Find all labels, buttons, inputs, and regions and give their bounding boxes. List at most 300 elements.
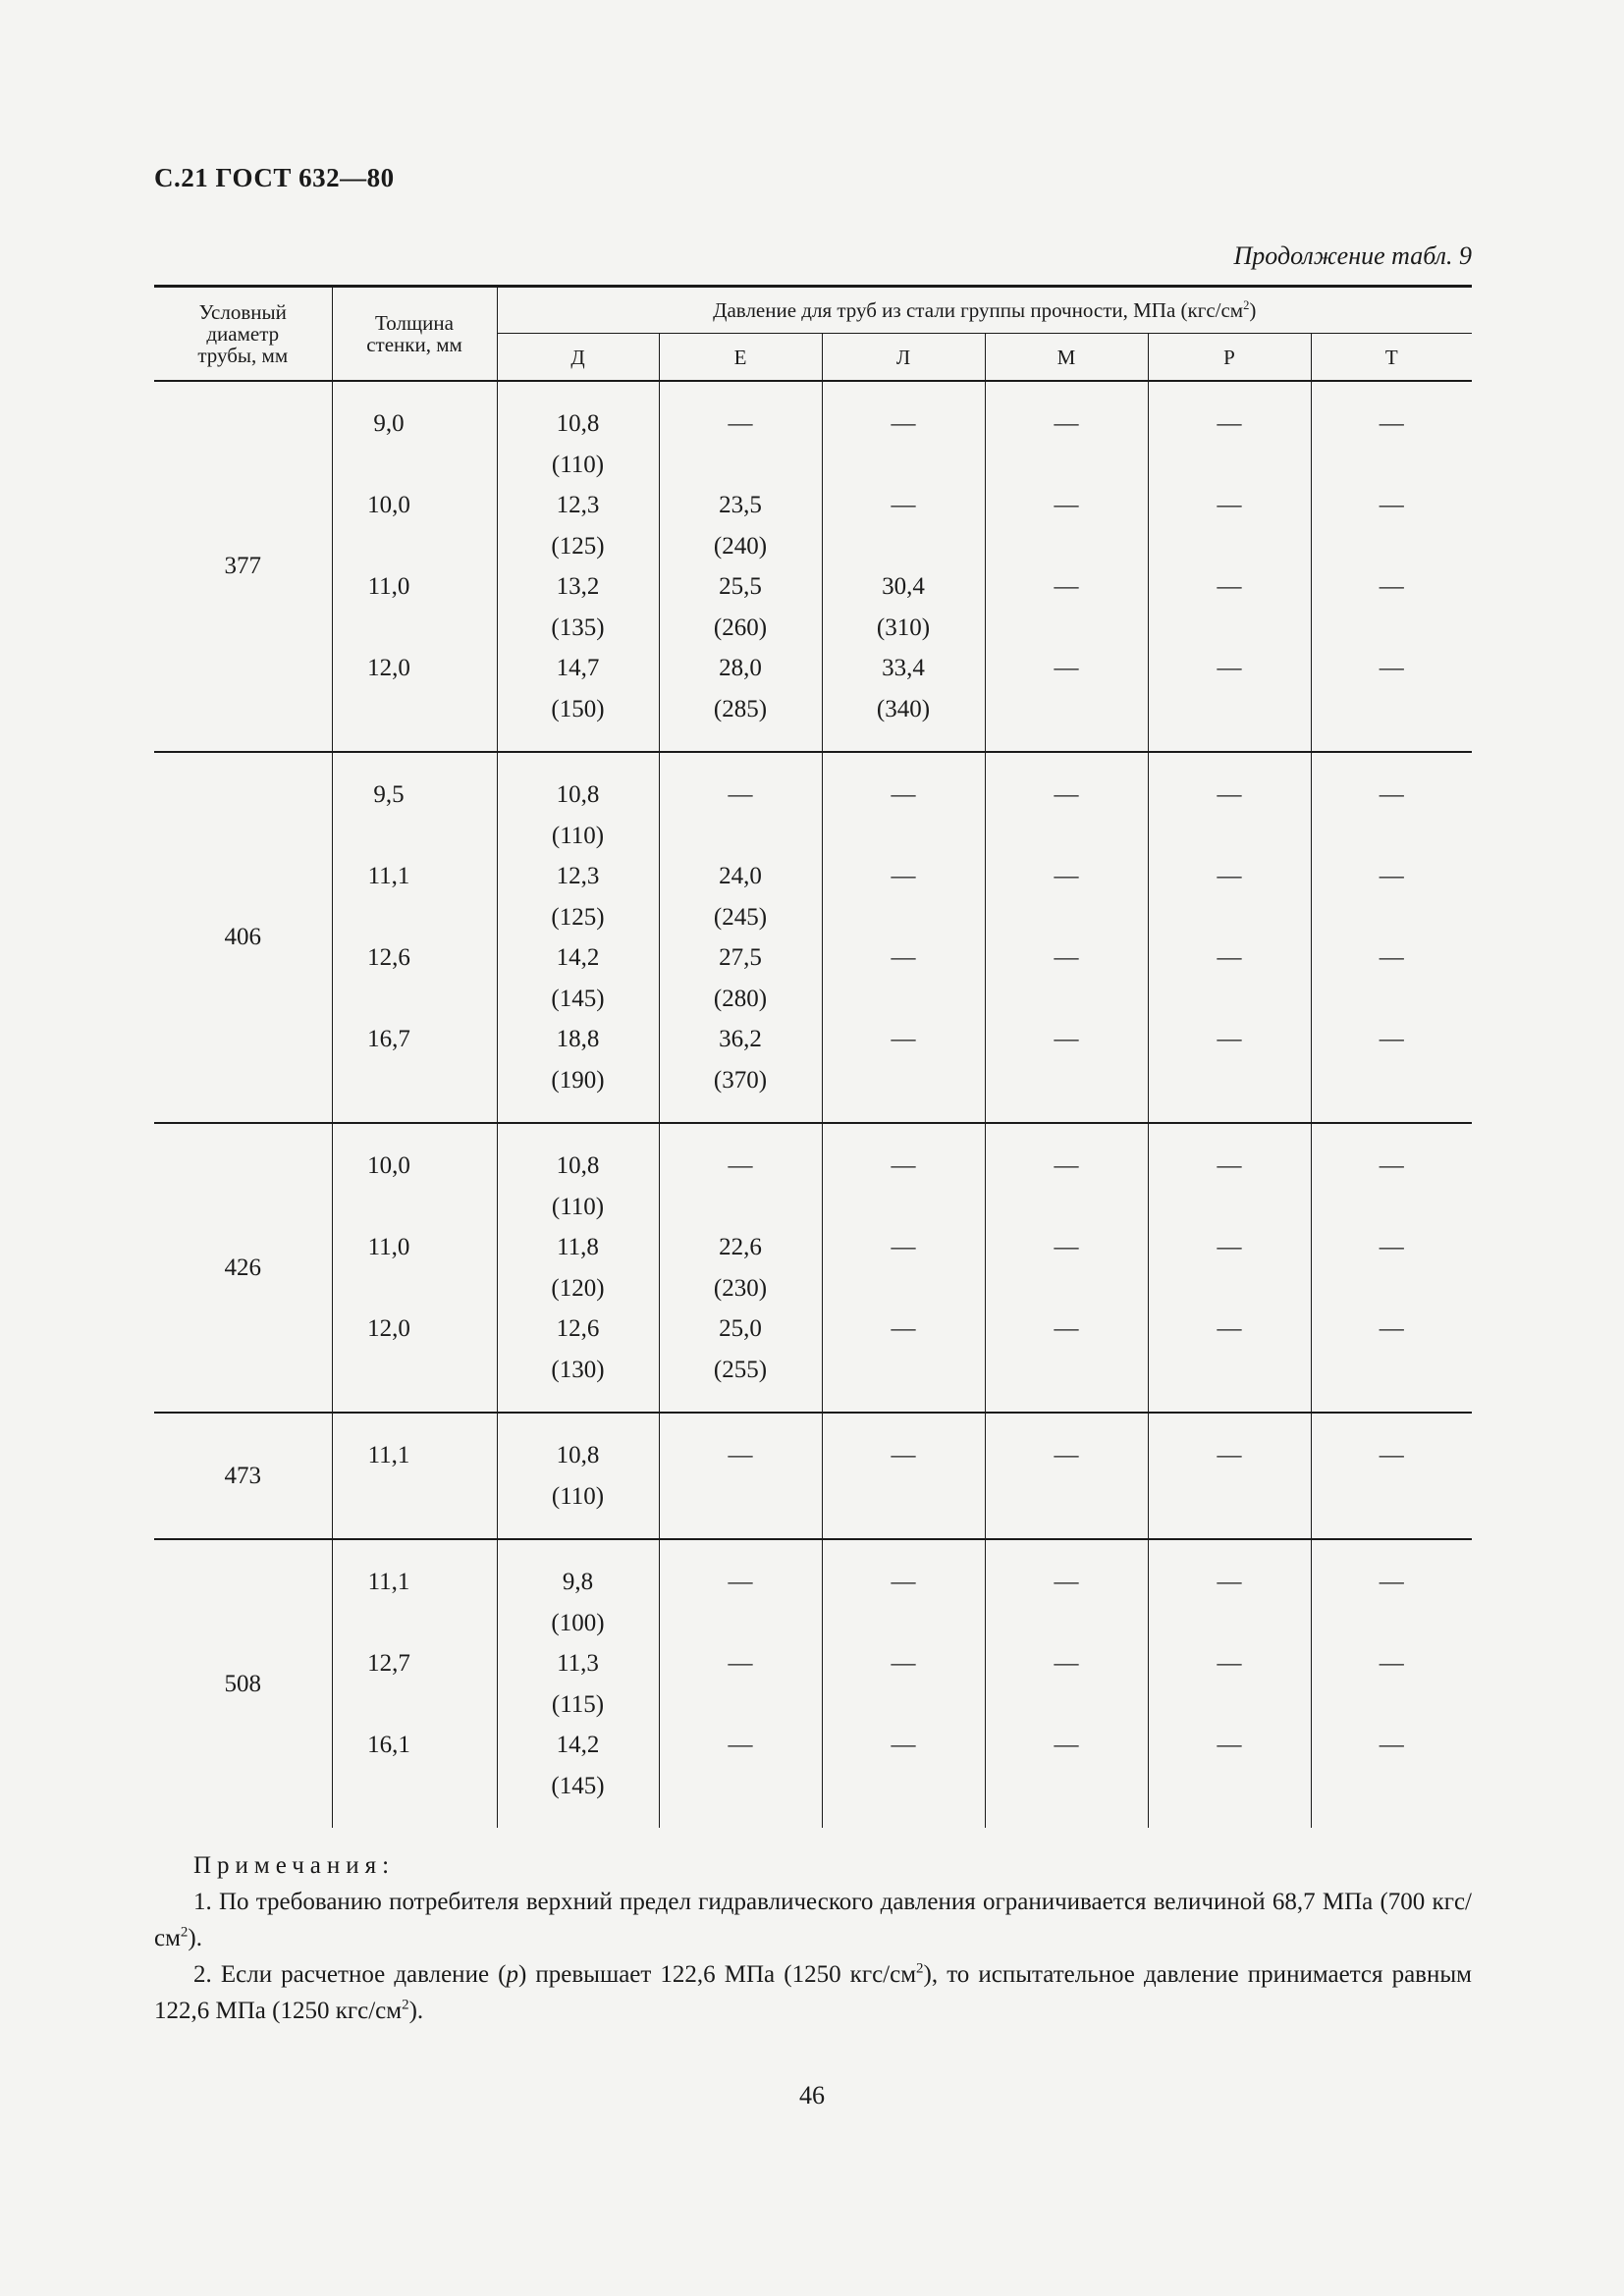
pressure-mpa-cell: 12,3 — [497, 856, 659, 897]
pressure-mpa-cell: 9,8 — [497, 1562, 659, 1603]
pressure-header-sup: 2 — [1243, 298, 1250, 312]
pressure-kgf-cell — [1148, 689, 1311, 730]
spacer-cell — [822, 729, 985, 752]
notes-section — [154, 1847, 1472, 2029]
diameter-cell: 377 — [224, 553, 261, 579]
pressure-mpa-cell: — — [1148, 1725, 1311, 1766]
pressure-mpa-cell: — — [985, 1725, 1148, 1766]
wall-thickness-cell: 11,0 — [332, 1227, 497, 1308]
spacer-cell — [985, 1517, 1148, 1539]
pressure-table — [154, 285, 1472, 1828]
table-row — [154, 1725, 1472, 1766]
pressure-kgf-cell: (230) — [659, 1268, 822, 1309]
pressure-mpa-cell: — — [1148, 1308, 1311, 1350]
pressure-kgf-cell — [1148, 897, 1311, 938]
pressure-mpa-cell: — — [985, 1019, 1148, 1060]
group-spacer — [154, 1390, 1472, 1413]
group-spacer — [154, 1806, 1472, 1828]
pressure-mpa-cell: — — [985, 1227, 1148, 1268]
spacer-cell — [659, 1517, 822, 1539]
pressure-kgf-cell — [659, 1684, 822, 1726]
pressure-mpa-cell: 36,2 — [659, 1019, 822, 1060]
pressure-kgf-cell: (115) — [497, 1684, 659, 1726]
spacer-cell — [659, 381, 822, 403]
pressure-kgf-cell: (240) — [659, 526, 822, 567]
table-row — [154, 1019, 1472, 1060]
pressure-mpa-cell: 12,3 — [497, 485, 659, 526]
page-header: С.21 ГОСТ 632—80 — [154, 163, 395, 192]
table-row — [154, 485, 1472, 526]
spacer-cell — [497, 729, 659, 752]
pressure-kgf-cell: (100) — [497, 1603, 659, 1644]
pressure-mpa-cell: — — [1311, 403, 1472, 445]
pressure-mpa-cell: — — [985, 648, 1148, 689]
group-spacer — [154, 1539, 1472, 1562]
pressure-kgf-cell — [1311, 1684, 1472, 1726]
spacer-cell — [1148, 1806, 1311, 1828]
group-spacer — [154, 1123, 1472, 1146]
pressure-kgf-cell: (255) — [659, 1350, 822, 1391]
spacer-cell — [497, 1390, 659, 1413]
pressure-kgf-cell — [985, 608, 1148, 649]
pressure-kgf-cell — [985, 445, 1148, 486]
wall-thickness-cell: 11,0 — [332, 566, 497, 648]
spacer-cell — [1148, 1413, 1311, 1435]
pressure-kgf-cell — [1311, 1187, 1472, 1228]
pressure-mpa-cell: — — [1311, 485, 1472, 526]
spacer-cell — [1311, 1390, 1472, 1413]
spacer-cell — [1311, 1517, 1472, 1539]
spacer-cell — [1311, 1413, 1472, 1435]
table-row — [154, 1562, 1472, 1603]
spacer-cell — [332, 729, 497, 752]
spacer-cell — [1311, 752, 1472, 774]
wall-thickness-cell: 12,7 — [332, 1643, 497, 1725]
pressure-kgf-cell — [1148, 608, 1311, 649]
spacer-cell — [1148, 1517, 1311, 1539]
spacer-cell — [822, 752, 985, 774]
spacer-cell — [497, 381, 659, 403]
spacer-cell — [1311, 1123, 1472, 1146]
pressure-kgf-cell: (150) — [497, 689, 659, 730]
pressure-mpa-cell: 22,6 — [659, 1227, 822, 1268]
spacer-cell — [659, 1100, 822, 1123]
pressure-mpa-cell: — — [1148, 566, 1311, 608]
group-spacer — [154, 381, 1472, 403]
pressure-mpa-cell: — — [985, 774, 1148, 816]
wall-thickness-cell: 11,1 — [332, 1562, 497, 1643]
pressure-kgf-cell: (125) — [497, 897, 659, 938]
wall-thickness-cell: 16,7 — [332, 1019, 497, 1100]
spacer-cell — [497, 1100, 659, 1123]
group-spacer — [154, 1517, 1472, 1539]
spacer-cell — [332, 1390, 497, 1413]
spacer-cell — [332, 752, 497, 774]
table-row — [154, 1435, 1472, 1476]
pressure-kgf-cell — [822, 1060, 985, 1101]
spacer-cell — [332, 1413, 497, 1435]
diameter-cell: 473 — [224, 1462, 261, 1489]
spacer-cell — [985, 1413, 1148, 1435]
pressure-mpa-cell: — — [822, 1725, 985, 1766]
spacer-cell — [659, 729, 822, 752]
pressure-mpa-cell: — — [1148, 1019, 1311, 1060]
pressure-kgf-cell — [985, 1268, 1148, 1309]
pressure-mpa-cell: 12,6 — [497, 1308, 659, 1350]
pressure-mpa-cell: — — [1311, 774, 1472, 816]
col-header-wall-line: стенки, мм — [366, 333, 462, 356]
pressure-kgf-cell: (110) — [497, 1476, 659, 1518]
grade-header: Р — [1148, 334, 1311, 382]
pressure-kgf-cell: (110) — [497, 1187, 659, 1228]
pressure-kgf-cell — [985, 897, 1148, 938]
pressure-mpa-cell: 24,0 — [659, 856, 822, 897]
pressure-mpa-cell: — — [1148, 648, 1311, 689]
table-row — [154, 856, 1472, 897]
spacer-cell — [1311, 729, 1472, 752]
col-header-pressure — [497, 287, 1472, 334]
pressure-mpa-cell: 13,2 — [497, 566, 659, 608]
pressure-kgf-cell — [985, 1603, 1148, 1644]
spacer-cell — [497, 1123, 659, 1146]
pressure-kgf-cell — [1148, 1684, 1311, 1726]
pressure-kgf-cell: (125) — [497, 526, 659, 567]
diameter-cell: 426 — [224, 1254, 261, 1281]
diameter-group — [154, 752, 1472, 1123]
grade-header: Д — [497, 334, 659, 382]
pressure-kgf-cell: (145) — [497, 1766, 659, 1807]
spacer-cell — [659, 1123, 822, 1146]
pressure-mpa-cell: — — [1148, 856, 1311, 897]
spacer-cell — [985, 752, 1148, 774]
spacer-cell — [497, 1517, 659, 1539]
col-header-diameter-line: диаметр — [206, 322, 280, 346]
spacer-cell — [822, 1806, 985, 1828]
pressure-mpa-cell: — — [659, 1643, 822, 1684]
pressure-mpa-cell: — — [822, 1146, 985, 1187]
pressure-kgf-cell — [1311, 1766, 1472, 1807]
pressure-kgf-cell — [822, 1268, 985, 1309]
spacer-cell — [822, 1390, 985, 1413]
pressure-kgf-cell — [1311, 816, 1472, 857]
spacer-cell — [1148, 1390, 1311, 1413]
pressure-kgf-cell — [659, 1766, 822, 1807]
pressure-mpa-cell: — — [1311, 1725, 1472, 1766]
pressure-kgf-cell — [1148, 1268, 1311, 1309]
pressure-mpa-cell: 23,5 — [659, 485, 822, 526]
spacer-cell — [1148, 752, 1311, 774]
diameter-cell: 508 — [224, 1670, 261, 1697]
pressure-kgf-cell: (135) — [497, 608, 659, 649]
spacer-cell — [985, 729, 1148, 752]
group-spacer — [154, 1100, 1472, 1123]
col-header-wall — [332, 287, 497, 382]
pressure-kgf-cell — [1311, 1060, 1472, 1101]
pressure-mpa-cell: 10,8 — [497, 1146, 659, 1187]
pressure-mpa-cell: — — [1311, 856, 1472, 897]
pressure-kgf-cell — [985, 526, 1148, 567]
table-row — [154, 937, 1472, 979]
pressure-mpa-cell: — — [822, 1643, 985, 1684]
spacer-cell — [332, 1539, 497, 1562]
spacer-cell — [332, 1123, 497, 1146]
pressure-mpa-cell: — — [1311, 937, 1472, 979]
pressure-mpa-cell: — — [822, 1435, 985, 1476]
pressure-mpa-cell: — — [1148, 774, 1311, 816]
pressure-mpa-cell: — — [1148, 937, 1311, 979]
pressure-mpa-cell: 30,4 — [822, 566, 985, 608]
pressure-kgf-cell: (120) — [497, 1268, 659, 1309]
pressure-mpa-cell: — — [1311, 1227, 1472, 1268]
spacer-cell — [1148, 1100, 1311, 1123]
group-spacer — [154, 729, 1472, 752]
pressure-kgf-cell — [1148, 445, 1311, 486]
pressure-kgf-cell — [1311, 608, 1472, 649]
pressure-mpa-cell: — — [985, 485, 1148, 526]
pressure-mpa-cell: 33,4 — [822, 648, 985, 689]
pressure-kgf-cell — [1311, 1350, 1472, 1391]
wall-thickness-cell: 9,0 — [332, 403, 497, 485]
pressure-mpa-cell: — — [822, 856, 985, 897]
pressure-mpa-cell: — — [822, 485, 985, 526]
pressure-kgf-cell — [1311, 1603, 1472, 1644]
pressure-mpa-cell: — — [1311, 1146, 1472, 1187]
spacer-cell — [1148, 381, 1311, 403]
pressure-mpa-cell: — — [659, 403, 822, 445]
page-number: 46 — [799, 2081, 825, 2109]
grade-header: Е — [659, 334, 822, 382]
pressure-mpa-cell: 25,0 — [659, 1308, 822, 1350]
pressure-kgf-cell — [1148, 1603, 1311, 1644]
pressure-mpa-cell: 14,2 — [497, 1725, 659, 1766]
pressure-kgf-cell — [822, 897, 985, 938]
pressure-mpa-cell: — — [1148, 1562, 1311, 1603]
spacer-cell — [822, 1539, 985, 1562]
pressure-mpa-cell: — — [1311, 648, 1472, 689]
table-row — [154, 1643, 1472, 1684]
pressure-kgf-cell — [822, 816, 985, 857]
pressure-kgf-cell — [1148, 816, 1311, 857]
wall-thickness-cell: 9,5 — [332, 774, 497, 856]
spacer-cell — [985, 1539, 1148, 1562]
spacer-cell — [659, 1806, 822, 1828]
wall-thickness-cell: 10,0 — [332, 485, 497, 566]
pressure-mpa-cell: 11,3 — [497, 1643, 659, 1684]
pressure-mpa-cell: — — [1311, 1435, 1472, 1476]
pressure-header-end: ) — [1249, 298, 1257, 322]
spacer-cell — [659, 752, 822, 774]
spacer-cell — [1311, 1806, 1472, 1828]
pressure-kgf-cell — [1311, 897, 1472, 938]
note-2-end: ). — [408, 1998, 424, 2024]
spacer-cell — [822, 1100, 985, 1123]
notes-title: Примечания: — [193, 1852, 396, 1879]
table-row — [154, 774, 1472, 816]
table-row — [154, 648, 1472, 689]
pressure-mpa-cell: — — [822, 1308, 985, 1350]
pressure-kgf-cell — [1311, 689, 1472, 730]
pressure-kgf-cell: (190) — [497, 1060, 659, 1101]
note-2-text: ) превышает 122,6 МПа (1250 кгс/см — [517, 1961, 917, 1988]
spacer-cell — [332, 1517, 497, 1539]
pressure-kgf-cell: (285) — [659, 689, 822, 730]
pressure-mpa-cell: — — [985, 1146, 1148, 1187]
pressure-kgf-cell — [985, 689, 1148, 730]
spacer-cell — [822, 381, 985, 403]
note-1-sup: 2 — [180, 1924, 189, 1941]
group-spacer — [154, 1413, 1472, 1435]
group-spacer — [154, 752, 1472, 774]
pressure-mpa-cell: — — [1311, 1019, 1472, 1060]
wall-thickness-cell: 11,1 — [332, 856, 497, 937]
col-header-diameter — [154, 287, 332, 382]
pressure-mpa-cell: — — [985, 403, 1148, 445]
pressure-header-text: Давление для труб из стали группы прочности, МПа (кгс/см — [713, 298, 1244, 322]
pressure-kgf-cell — [822, 1350, 985, 1391]
pressure-mpa-cell: — — [822, 1227, 985, 1268]
pressure-kgf-cell — [985, 979, 1148, 1020]
note-1 — [154, 1884, 1472, 1956]
pressure-kgf-cell — [659, 445, 822, 486]
spacer-cell — [985, 1100, 1148, 1123]
spacer-cell — [985, 1806, 1148, 1828]
pressure-kgf-cell — [822, 1476, 985, 1518]
pressure-kgf-cell — [985, 816, 1148, 857]
spacer-cell — [1311, 381, 1472, 403]
table-head — [154, 287, 1472, 382]
pressure-mpa-cell: — — [822, 774, 985, 816]
pressure-kgf-cell: (370) — [659, 1060, 822, 1101]
spacer-cell — [332, 381, 497, 403]
diameter-group — [154, 1123, 1472, 1413]
pressure-kgf-cell — [659, 1476, 822, 1518]
pressure-mpa-cell: 14,2 — [497, 937, 659, 979]
wall-thickness-cell: 12,6 — [332, 937, 497, 1019]
table-row — [154, 566, 1472, 608]
pressure-mpa-cell: — — [659, 1146, 822, 1187]
pressure-kgf-cell — [985, 1060, 1148, 1101]
spacer-cell — [497, 752, 659, 774]
spacer-cell — [985, 1390, 1148, 1413]
pressure-kgf-cell — [985, 1766, 1148, 1807]
note-1-text: 1. По требованию потребителя верхний предел гидравлического давления ограничивается величиной 68,7 МПа (700 кгс/см — [154, 1889, 1472, 1951]
wall-thickness-cell: 16,1 — [332, 1725, 497, 1806]
pressure-kgf-cell — [822, 445, 985, 486]
pressure-mpa-cell: — — [659, 1725, 822, 1766]
pressure-mpa-cell: 10,8 — [497, 403, 659, 445]
diameter-cell: 406 — [224, 924, 261, 950]
pressure-kgf-cell — [1311, 1268, 1472, 1309]
pressure-kgf-cell — [822, 1603, 985, 1644]
pressure-mpa-cell: — — [985, 1308, 1148, 1350]
pressure-mpa-cell: — — [1148, 1643, 1311, 1684]
pressure-mpa-cell: — — [985, 1435, 1148, 1476]
spacer-cell — [497, 1539, 659, 1562]
spacer-cell — [1148, 1539, 1311, 1562]
note-2-sup: 2 — [402, 1997, 409, 2013]
table-row — [154, 1146, 1472, 1187]
spacer-cell — [822, 1123, 985, 1146]
wall-thickness-cell: 12,0 — [332, 648, 497, 729]
pressure-kgf-cell: (130) — [497, 1350, 659, 1391]
pressure-kgf-cell: (310) — [822, 608, 985, 649]
diameter-group — [154, 381, 1472, 752]
wall-thickness-cell: 10,0 — [332, 1146, 497, 1227]
pressure-kgf-cell: (340) — [822, 689, 985, 730]
pressure-mpa-cell: — — [985, 1562, 1148, 1603]
pressure-mpa-cell: — — [1311, 1308, 1472, 1350]
pressure-mpa-cell: 18,8 — [497, 1019, 659, 1060]
pressure-kgf-cell — [985, 1476, 1148, 1518]
pressure-mpa-cell: 28,0 — [659, 648, 822, 689]
pressure-mpa-cell: — — [1148, 403, 1311, 445]
spacer-cell — [332, 1100, 497, 1123]
pressure-kgf-cell — [1148, 979, 1311, 1020]
pressure-mpa-cell: 27,5 — [659, 937, 822, 979]
pressure-mpa-cell: — — [659, 1562, 822, 1603]
pressure-kgf-cell — [659, 1187, 822, 1228]
pressure-kgf-cell — [1311, 979, 1472, 1020]
table-row — [154, 403, 1472, 445]
pressure-kgf-cell — [659, 816, 822, 857]
spacer-cell — [497, 1413, 659, 1435]
pressure-mpa-cell: 25,5 — [659, 566, 822, 608]
spacer-cell — [822, 1517, 985, 1539]
pressure-kgf-cell — [822, 1766, 985, 1807]
pressure-mpa-cell: — — [1311, 1643, 1472, 1684]
pressure-kgf-cell — [1148, 1060, 1311, 1101]
pressure-kgf-cell — [1148, 1187, 1311, 1228]
pressure-kgf-cell: (110) — [497, 816, 659, 857]
pressure-kgf-cell — [1311, 526, 1472, 567]
spacer-cell — [1311, 1100, 1472, 1123]
pressure-kgf-cell — [985, 1350, 1148, 1391]
pressure-mpa-cell: 10,8 — [497, 774, 659, 816]
pressure-mpa-cell: 14,7 — [497, 648, 659, 689]
pressure-kgf-cell: (280) — [659, 979, 822, 1020]
spacer-cell — [659, 1539, 822, 1562]
diameter-group — [154, 1539, 1472, 1828]
pressure-mpa-cell: — — [659, 1435, 822, 1476]
pressure-kgf-cell — [985, 1187, 1148, 1228]
wall-thickness-cell: 11,1 — [332, 1435, 497, 1517]
pressure-kgf-cell: (110) — [497, 445, 659, 486]
pressure-mpa-cell: — — [1148, 1435, 1311, 1476]
grade-header: М — [985, 334, 1148, 382]
pressure-kgf-cell: (260) — [659, 608, 822, 649]
spacer-cell — [332, 1806, 497, 1828]
pressure-mpa-cell: — — [822, 937, 985, 979]
pressure-mpa-cell: — — [985, 937, 1148, 979]
spacer-cell — [985, 1123, 1148, 1146]
spacer-cell — [822, 1413, 985, 1435]
pressure-mpa-cell: — — [985, 856, 1148, 897]
pressure-mpa-cell: — — [1148, 1227, 1311, 1268]
pressure-mpa-cell: — — [1148, 1146, 1311, 1187]
pressure-mpa-cell: 10,8 — [497, 1435, 659, 1476]
note-1-end: ). — [188, 1925, 202, 1951]
table-row — [154, 1308, 1472, 1350]
pressure-mpa-cell: — — [822, 1562, 985, 1603]
note-2-symbol: p — [506, 1961, 518, 1988]
spacer-cell — [985, 381, 1148, 403]
spacer-cell — [1148, 1123, 1311, 1146]
pressure-kgf-cell — [1148, 526, 1311, 567]
pressure-kgf-cell — [1311, 1476, 1472, 1518]
pressure-mpa-cell: — — [1148, 485, 1311, 526]
spacer-cell — [1148, 729, 1311, 752]
pressure-kgf-cell — [1148, 1350, 1311, 1391]
